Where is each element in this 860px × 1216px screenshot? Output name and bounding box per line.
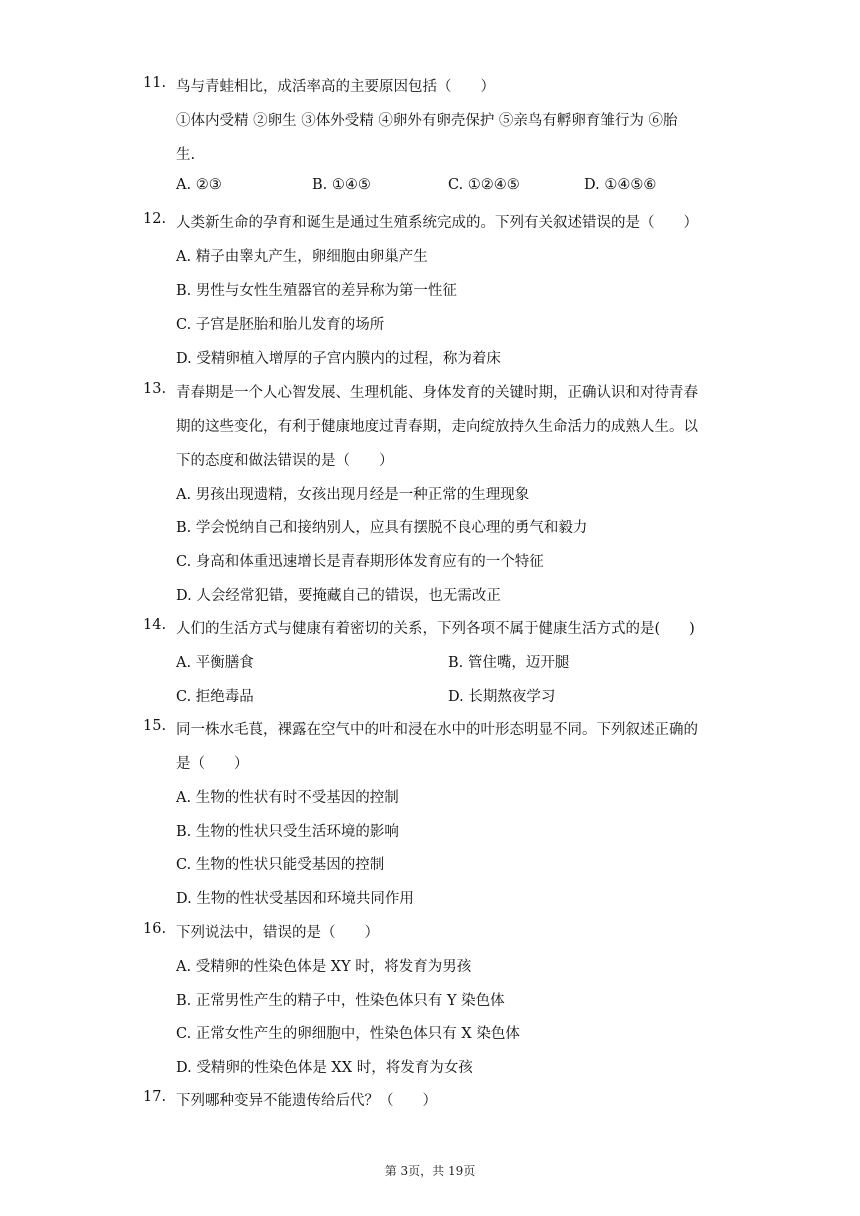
question-number: 16.	[143, 921, 167, 937]
question-text: 同一株水毛茛，裸露在空气中的叶和浸在水中的叶形态明显不同。下列叙述正确的	[176, 722, 698, 738]
option-d: D. 受精卵的性染色体是 XX 时，将发育为女孩	[176, 1060, 473, 1076]
option-b: B. 管住嘴，迈开腿	[448, 655, 570, 671]
question-number: 12.	[143, 211, 167, 227]
option-c: C. 子宫是胚胎和胎儿发育的场所	[176, 317, 385, 333]
option-a: A. ②③	[176, 177, 222, 193]
question-number: 17.	[143, 1089, 167, 1105]
option-b: B. ①④⑤	[312, 177, 371, 193]
option-d: D. 长期熬夜学习	[448, 689, 556, 705]
option-a: A. 男孩出现遗精，女孩出现月经是一种正常的生理现象	[176, 487, 530, 503]
option-c: C. 正常女性产生的卵细胞中，性染色体只有 X 染色体	[176, 1026, 520, 1042]
question-text: 下列说法中，错误的是（ ）	[176, 925, 379, 941]
question-text: 青春期是一个人心智发展、生理机能、身体发育的关键时期，正确认识和对待青春	[176, 385, 698, 401]
option-b: B. 学会悦纳自己和接纳别人，应具有摆脱不良心理的勇气和毅力	[176, 520, 588, 536]
question-number: 11.	[143, 75, 167, 91]
option-a: A. 生物的性状有时不受基因的控制	[176, 790, 399, 806]
question-number: 15.	[143, 718, 167, 734]
option-a: A. 受精卵的性染色体是 XY 时，将发育为男孩	[176, 959, 472, 975]
option-d: D. ①④⑤⑥	[584, 177, 657, 193]
option-d: D. 受精卵植入增厚的子宫内膜内的过程，称为着床	[176, 351, 501, 367]
question-text: 人类新生命的孕育和诞生是通过生殖系统完成的。下列有关叙述错误的是（ ）	[176, 215, 698, 231]
question-text: 人们的生活方式与健康有着密切的关系，下列各项不属于健康生活方式的是( )	[176, 621, 695, 637]
option-c: C. 生物的性状只能受基因的控制	[176, 857, 385, 873]
option-c: C. 身高和体重迅速增长是青春期形体发育应有的一个特征	[176, 554, 544, 570]
option-b: B. 生物的性状只受生活环境的影响	[176, 824, 399, 840]
option-d: D. 人会经常犯错，要掩藏自己的错误，也无需改正	[176, 588, 501, 604]
question-number: 13.	[143, 381, 167, 397]
option-c: C. ①②④⑤	[448, 177, 520, 193]
option-a: A. 平衡膳食	[176, 655, 254, 671]
option-a: A. 精子由睾丸产生，卵细胞由卵巢产生	[176, 249, 428, 265]
question-text: 是（ ）	[176, 756, 249, 772]
page-footer: 第 3页，共 19页	[384, 1164, 476, 1178]
option-c: C. 拒绝毒品	[176, 689, 254, 705]
option-b: B. 男性与女性生殖器官的差异称为第一性征	[176, 283, 457, 299]
question-text: 期的这些变化，有利于健康地度过青春期，走向绽放持久生命活力的成熟人生。以	[176, 419, 698, 435]
option-b: B. 正常男性产生的精子中，性染色体只有 Y 染色体	[176, 993, 505, 1009]
question-text: 鸟与青蛙相比，成活率高的主要原因包括（ ）	[176, 79, 495, 95]
question-text: 下列哪种变异不能遗传给后代？（ ）	[176, 1093, 437, 1109]
question-text: 生.	[176, 147, 196, 163]
option-d: D. 生物的性状受基因和环境共同作用	[176, 891, 414, 907]
question-text: 下的态度和做法错误的是（ ）	[176, 453, 394, 469]
question-text: ①体内受精 ②卵生 ③体外受精 ④卵外有卵壳保护 ⑤亲鸟有孵卵育雏行为 ⑥胎	[176, 113, 678, 129]
question-number: 14.	[143, 617, 167, 633]
